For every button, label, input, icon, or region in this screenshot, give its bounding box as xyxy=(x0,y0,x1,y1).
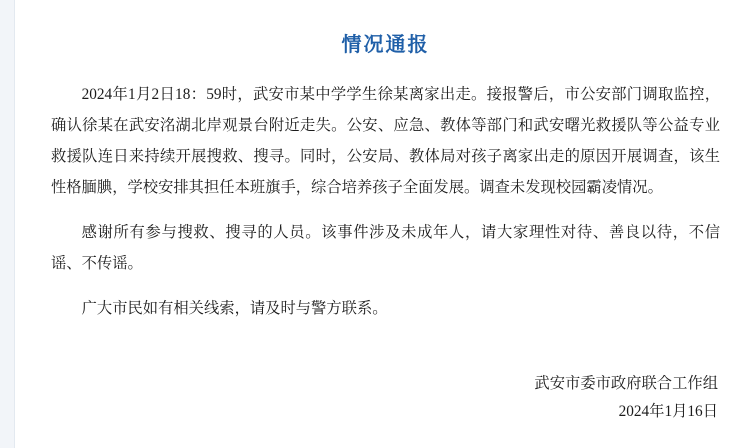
document-sheet xyxy=(15,0,754,448)
signature-issuer: 武安市委市政府联合工作组 xyxy=(534,375,718,392)
paragraph: 2024年1月2日18：59时，武安市某中学学生徐某离家出走。接报警后，市公安部门调取监控，确认徐某在武安洺湖北岸观景台附近走失。公安、应急、教体等部门和武安曙光救援队等公益专业救援队连日来持续开展搜救、搜寻。同时，公安局、教体局对孩子离家出走的原因开展调查，该生性格腼腆，学校安排其担任本班旗手，综合培养孩子全面发展。调查未发现校园霸凌情况。 xyxy=(51,86,720,196)
paragraph: 感谢所有参与搜救、搜寻的人员。该事件涉及未成年人，请大家理性对待、善良以待，不信谣、不传谣。 xyxy=(51,224,720,272)
page-title: 情况通报 xyxy=(341,34,430,56)
signature-block xyxy=(534,370,718,426)
paragraph: 广大市民如有相关线索，请及时与警方联系。 xyxy=(81,300,388,317)
left-margin-rule xyxy=(0,0,15,448)
document-body xyxy=(51,79,720,324)
signature-date: 2024年1月16日 xyxy=(618,403,718,420)
